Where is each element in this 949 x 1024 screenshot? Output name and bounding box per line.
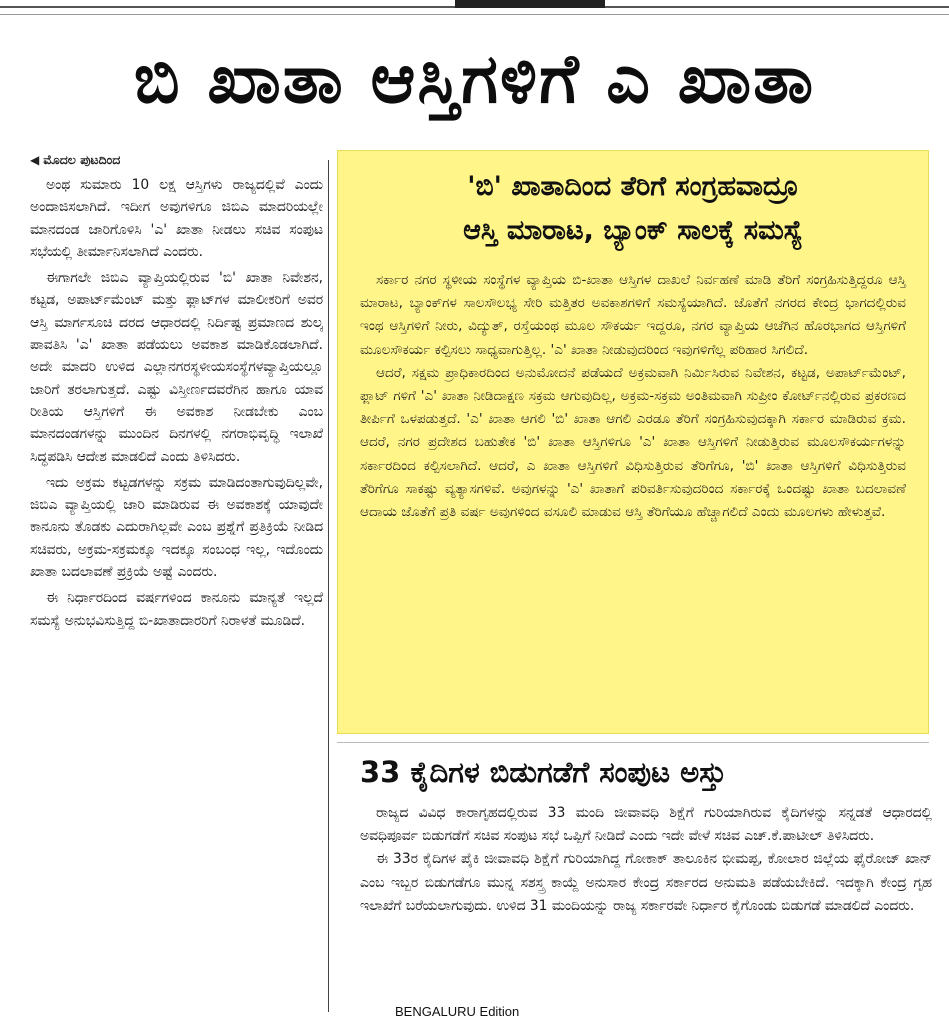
continued-label: ಮೊದಲ ಪುಟದಿಂದ <box>43 152 121 167</box>
second-story-paragraph: ರಾಜ್ಯದ ವಿವಿಧ ಕಾರಾಗೃಹದಲ್ಲಿರುವ 33 ಮಂದಿ ಜೀವಾವಧಿ ಶಿಕ್ಷೆಗೆ ಗುರಿಯಾಗಿರುವ ಕೈದಿಗಳನ್ನು ಸನ್ನಡತೆ ಆಧಾರದಲ್ಲಿ ಅವಧಿಪೂರ್ವ ಬಿಡುಗಡೆಗೆ ಸಚಿವ ಸಂಪುಟ ಸಭೆ ಒಪ್ಪಿಗೆ ನೀಡಿದೆ ಎಂದು ಇದೇ ವೇಳೆ ಸಚಿವ ಎಚ್.ಕೆ.ಪಾಟೀಲ್ ತಿಳಿಸಿದರು. <box>360 805 932 845</box>
left-paragraph: ಇದು ಅಕ್ರಮ ಕಟ್ಟಡಗಳನ್ನು ಸಕ್ರಮ ಮಾಡಿದಂತಾಗುವುದಿಲ್ಲವೇ, ಜಿಬಿಎ ವ್ಯಾಪ್ತಿಯಲ್ಲಿ ಜಾರಿ ಮಾಡಿರುವ ಈ ಅವಕಾಶಕ್ಕೆ ಯಾವುದೇ ಕಾನೂನು ತೊಡಕು ಎದುರಾಗಿಲ್ಲವೇ ಎಂಬ ಪ್ರಶ್ನೆಗೆ ಪ್ರತಿಕ್ರಿಯೆ ನೀಡಿದ ಸಚಿವರು, ಅಕ್ರಮ-ಸಕ್ರಮಕ್ಕೂ ಇದಕ್ಕೂ ಸಂಬಂಧ ಇಲ್ಲ, ಇದೊಂದು ಖಾತಾ ಬದಲಾವಣೆ ಪ್ರಕ್ರಿಯೆ ಅಷ್ಟೆ ಎಂದರು. <box>30 474 323 581</box>
column-divider <box>328 160 329 1012</box>
highlight-box <box>337 150 929 734</box>
section-rule <box>337 742 929 743</box>
second-story-paragraph: ಈ 33ರ ಕೈದಿಗಳ ಪೈಕಿ ಜೀವಾವಧಿ ಶಿಕ್ಷೆಗೆ ಗುರಿಯಾಗಿದ್ದ ಗೋಕಾಕ್ ತಾಲೂಕಿನ ಭೀಮಪ್ಪ, ಕೋಲಾರ ಜಿಲ್ಲೆಯ ಫೈರೋಜ್ ಖಾನ್ ಎಂಬ ಇಬ್ಬರ ಬಿಡುಗಡೆಗೂ ಮುನ್ನ ಸಶಸ್ತ್ರ ಕಾಯ್ದೆ ಅನುಸಾರ ಕೇಂದ್ರ ಸರ್ಕಾರದ ಅನುಮತಿ ಪಡೆಯಬೇಕಿದೆ. ಇದಕ್ಕಾಗಿ ಕೇಂದ್ರ ಗೃಹ ಇಲಾಖೆಗೆ ಬರೆಯಲಾಗುವುದು. ಉಳಿದ 31 ಮಂದಿಯನ್ನು ರಾಜ್ಯ ಸರ್ಕಾರವೇ ನಿರ್ಧಾರ ಕೈಗೊಂಡು ಬಿಡುಗಡೆ ಮಾಡಲಿದೆ ಎಂದರು. <box>360 851 932 914</box>
continued-arrow-icon: ◀ <box>30 153 40 167</box>
left-paragraph: ಈಗಾಗಲೇ ಜಿಬಿಎ ವ್ಯಾಪ್ತಿಯಲ್ಲಿರುವ 'ಬಿ' ಖಾತಾ ನಿವೇಶನ, ಕಟ್ಟಡ, ಅಪಾರ್ಟ್‌ಮೆಂಟ್ ಮತ್ತು ಫ್ಲಾಟ್‌ಗಳ ಮಾಲೀಕರಿಗೆ ಅವರ ಆಸ್ತಿ ಮಾರ್ಗಸೂಚಿ ದರದ ಆಧಾರದಲ್ಲಿ ನಿರ್ದಿಷ್ಟ ಪ್ರಮಾಣದ ಶುಲ್ಕ ಪಾವತಿಸಿ 'ಎ' ಖಾತಾ ಪಡೆಯಲು ಅವಕಾಶ ಮಾಡಿಕೊಡಲಾಗಿದೆ. ಅದೇ ಮಾದರಿ ಉಳಿದ ಎಲ್ಲಾನಗರಸ್ಥಳೀಯಸಂಸ್ಥೆಗಳವ್ಯಾಪ್ತಿಯಲ್ಲೂ ಜಾರಿಗೆ ತರಲಾಗುತ್ತದೆ. ಎಷ್ಟು ವಿಸ್ತೀರ್ಣದವರೆಗಿನ ಹಾಗೂ ಯಾವ ರೀತಿಯ ಆಸ್ತಿಗಳಿಗೆ ಈ ಅವಕಾಶ ನೀಡಬೇಕು ಎಂಬ ಮಾನದಂಡಗಳನ್ನು ಮುಂದಿನ ದಿನಗಳಲ್ಲಿ ನಗರಾಭಿವೃದ್ಧಿ ಇಲಾಖೆ ಸಿದ್ಧಪಡಿಸಿ ಆದೇಶ ಮಾಡಲಿದೆ ಎಂದು ತಿಳಿಸಿದರು. <box>30 270 323 465</box>
second-story-headline: 33 ಕೈದಿಗಳ ಬಿಡುಗಡೆಗೆ ಸಂಪುಟ ಅಸ್ತು <box>360 755 727 789</box>
highlight-headline <box>360 165 906 253</box>
continued-from <box>30 152 120 168</box>
left-column <box>30 174 323 1004</box>
highlight-headline-line1: 'ಬಿ' ಖಾತಾದಿಂದ ತೆರಿಗೆ ಸಂಗ್ರಹವಾದ್ರೂ <box>467 171 799 202</box>
masthead-remnant <box>455 0 605 8</box>
highlight-paragraph: ಸರ್ಕಾರ ನಗರ ಸ್ಥಳೀಯ ಸಂಸ್ಥೆಗಳ ವ್ಯಾಪ್ತಿಯ ಬಿ-ಖಾತಾ ಆಸ್ತಿಗಳ ದಾಖಲೆ ನಿರ್ವಹಣೆ ಮಾಡಿ ತೆರಿಗೆ ಸಂಗ್ರಹಿಸುತ್ತಿದ್ದರೂ ಆಸ್ತಿ ಮಾರಾಟ, ಬ್ಯಾಂಕ್‌ಗಳ ಸಾಲಸೌಲಭ್ಯ ಸೇರಿ ಮತ್ತಿತರ ಅವಕಾಶಗಳಿಗೆ ಸಮಸ್ಯೆಯಾಗಿದೆ. ಜೊತೆಗೆ ನಗರದ ಕೇಂದ್ರ ಭಾಗದಲ್ಲಿರುವ ಇಂಥ ಆಸ್ತಿಗಳಿಗೆ ನೀರು, ವಿದ್ಯುತ್, ರಸ್ತೆಯಂಥ ಮೂಲ ಸೌಕರ್ಯ ಇದ್ದರೂ, ನಗರ ವ್ಯಾಪ್ತಿಯ ಆಚೆಗಿನ ಹೊರಭಾಗದ ಆಸ್ತಿಗಳಿಗೆ ಮೂಲಸೌಕರ್ಯ ಕಲ್ಪಿಸಲು ಸಾಧ್ಯವಾಗುತ್ತಿಲ್ಲ. 'ಎ' ಖಾತಾ ನೀಡುವುದರಿಂದ ಇವುಗಳಿಗೆಲ್ಲ ಪರಿಹಾರ ಸಿಗಲಿದೆ. <box>360 272 906 358</box>
left-paragraph: ಅಂಥ ಸುಮಾರು 10 ಲಕ್ಷ ಆಸ್ತಿಗಳು ರಾಜ್ಯದಲ್ಲಿವೆ ಎಂದು ಅಂದಾಜಿಸಲಾಗಿದೆ. ಇದೀಗ ಅವುಗಳಿಗೂ ಜಿಬಿಎ ಮಾದರಿಯಲ್ಲೇ ಮಾನದಂಡ ಜಾರಿಗೊಳಿಸಿ 'ಎ' ಖಾತಾ ನೀಡಲು ಸಚಿವ ಸಂಪುಟ ಸಭೆಯಲ್ಲಿ ತೀರ್ಮಾನಿಸಲಾಗಿದೆ ಎಂದರು. <box>30 177 323 260</box>
left-paragraph: ಈ ನಿರ್ಧಾರದಿಂದ ವರ್ಷಗಳಿಂದ ಕಾನೂನು ಮಾನ್ಯತೆ ಇಲ್ಲದೆ ಸಮಸ್ಯೆ ಅನುಭವಿಸುತ್ತಿದ್ದ ಬಿ-ಖಾತಾದಾರರಿಗೆ ನಿರಾಳತೆ ಮೂಡಿದೆ. <box>30 590 323 629</box>
highlight-paragraph: ಆದರೆ, ಸಕ್ಷಮ ಪ್ರಾಧಿಕಾರದಿಂದ ಅನುಮೋದನೆ ಪಡೆಯದೆ ಅಕ್ರಮವಾಗಿ ನಿರ್ಮಿಸಿರುವ ನಿವೇಶನ, ಕಟ್ಟಡ, ಅಪಾರ್ಟ್‌ಮೆಂಟ್, ಫ್ಲಾಟ್ ಗಳಿಗೆ 'ಎ' ಖಾತಾ ನೀಡಿದಾಕ್ಷಣ ಸಕ್ರಮ ಆಗುವುದಿಲ್ಲ, ಅಕ್ರಮ-ಸಕ್ರಮ ಅಂತಿಮವಾಗಿ ಸುಪ್ರೀಂ ಕೋರ್ಟ್‌ನಲ್ಲಿರುವ ಪ್ರಕರಣದ ತೀರ್ಪಿಗೆ ಒಳಪಡುತ್ತದೆ. 'ಎ' ಖಾತಾ ಆಗಲಿ 'ಬಿ' ಖಾತಾ ಆಗಲಿ ಎರಡೂ ತೆರಿಗೆ ಸಂಗ್ರಹಿಸುವುದಕ್ಕಾಗಿ ಸರ್ಕಾರ ಮಾಡಿರುವ ಕ್ರಮ. ಆದರೆ, ನಗರ ಪ್ರದೇಶದ ಬಹುತೇಕ 'ಬಿ' ಖಾತಾ ಆಸ್ತಿಗಳಿಗೂ 'ಎ' ಖಾತಾ ಆಸ್ತಿಗಳಿಗೆ ನೀಡುತ್ತಿರುವ ಮೂಲಸೌಕರ್ಯಗಳನ್ನು ಸರ್ಕಾರದಿಂದ ಕಲ್ಪಿಸಲಾಗಿದೆ. ಆದರೆ, ಎ ಖಾತಾ ಆಸ್ತಿಗಳಿಗೆ ವಿಧಿಸುತ್ತಿರುವ ತೆರಿಗೆಗೂ, 'ಬಿ' ಖಾತಾ ಆಸ್ತಿಗಳಿಗೆ ವಿಧಿಸುತ್ತಿರುವ ತೆರಿಗೆಗೂ ಸಾಕಷ್ಟು ವ್ಯತ್ಯಾಸಗಳಿವೆ. ಅವುಗಳನ್ನು 'ಎ' ಖಾತಾಗೆ ಪರಿವರ್ತಿಸುವುದರಿಂದ ಸರ್ಕಾರಕ್ಕೆ ಒಂದಷ್ಟು ಖಾತಾ ಬದಲಾವಣೆ ಆದಾಯ ಜೊತೆಗೆ ಪ್ರತಿ ವರ್ಷ ಅವುಗಳಿಂದ ವಸೂಲಿ ಮಾಡುವ ಆಸ್ತಿ ತೆರಿಗೆಯೂ ಹೆಚ್ಚಾಗಲಿದೆ ಎಂದು ಮೂಲಗಳು ಹೇಳುತ್ತವೆ. <box>360 364 906 521</box>
main-headline: ಬಿ ಖಾತಾ ಆಸ್ತಿಗಳಿಗೆ ಎ ಖಾತಾ <box>133 40 816 119</box>
second-story-body <box>360 802 932 918</box>
highlight-headline-line2: ಆಸ್ತಿ ಮಾರಾಟ, ಬ್ಯಾಂಕ್ ಸಾಲಕ್ಕೆ ಸಮಸ್ಯೆ <box>463 215 803 246</box>
edition-label: BENGALURU Edition <box>395 1004 520 1019</box>
